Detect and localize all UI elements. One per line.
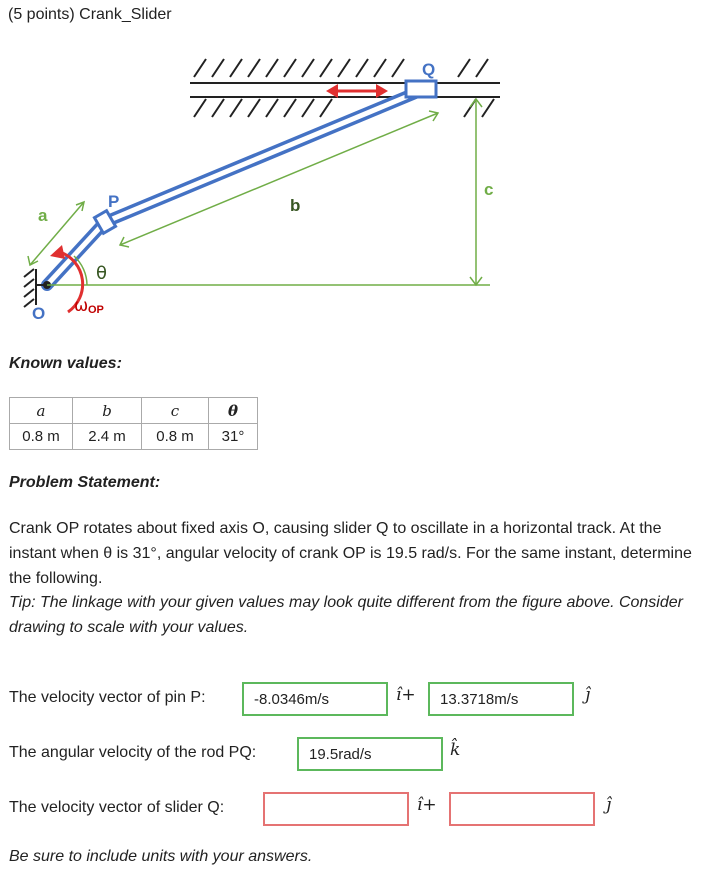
known-values-heading: Known values: [9, 355, 122, 372]
pq-omega-input[interactable] [297, 737, 443, 771]
problem-statement-heading: Problem Statement: [9, 474, 161, 491]
known-values-table [9, 397, 258, 450]
rod-pq [105, 89, 425, 222]
pq-label: The angular velocity of the rod PQ: [9, 744, 257, 761]
vp-j-input[interactable] [428, 682, 574, 716]
value-c: 0.8 m [142, 424, 209, 450]
value-a: 0.8 m [10, 424, 73, 450]
label-omega-sub: OP [88, 304, 104, 316]
label-omega: ω [74, 296, 89, 316]
header-c: c [142, 398, 209, 424]
vp-i-input[interactable] [242, 682, 388, 716]
vq-i-input[interactable] [263, 792, 409, 826]
problem-statement-text: Crank OP rotates about fixed axis O, causing slider Q to oscillate in a horizontal track. At the instant when θ is 31°, angular velocity of crank OP is 19.5 rad/s. For the same instant, determine the following. [9, 520, 692, 587]
label-c: c [484, 180, 494, 199]
header-theta: θ [209, 398, 258, 424]
slider-motion-arrow [326, 84, 388, 98]
crank-slider-figure [10, 47, 508, 335]
i-hat-unit: î+ [396, 685, 416, 705]
label-theta: θ [96, 263, 108, 284]
value-theta: 31° [209, 424, 258, 450]
vq-j-input[interactable] [449, 792, 595, 826]
i-hat-unit: î+ [417, 795, 437, 815]
j-hat-unit: ĵ [585, 685, 591, 705]
track-hatching-top [194, 59, 488, 77]
k-hat-unit: k̂ [450, 740, 461, 760]
dimension-b [120, 111, 438, 247]
label-b: b [290, 196, 301, 215]
j-hat-unit: ĵ [606, 795, 612, 815]
track-hatching-bottom [194, 99, 494, 117]
value-b: 2.4 m [73, 424, 142, 450]
label-a: a [38, 206, 48, 225]
header-a: a [10, 398, 73, 424]
footer-note: Be sure to include units with your answers. [9, 848, 313, 865]
tip-text: Tip: The linkage with your given values may look quite different from the figure above. Consider drawing to scale with your values. [9, 594, 683, 636]
question-title: (5 points) Crank_Slider [8, 6, 172, 23]
vq-label: The velocity vector of slider Q: [9, 799, 225, 816]
slider-q [406, 81, 436, 97]
label-o: O [32, 304, 46, 323]
label-q: Q [422, 60, 436, 79]
header-b: b [73, 398, 142, 424]
vp-label: The velocity vector of pin P: [9, 689, 206, 706]
label-p: P [108, 192, 120, 211]
